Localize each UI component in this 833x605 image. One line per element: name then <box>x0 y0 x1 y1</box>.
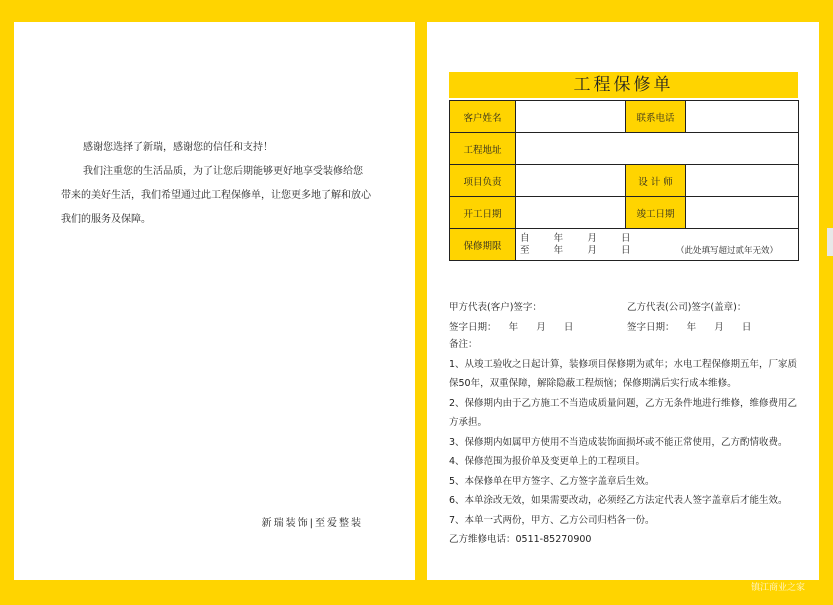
signature-block <box>449 298 809 338</box>
period-to: 至 年 月 日 <box>520 244 631 256</box>
company-signature: 新瑞装饰|至爱整装 <box>261 518 363 529</box>
form-row-customer <box>450 101 799 133</box>
period-note: （此处填写超过贰年无效） <box>675 245 778 256</box>
form-title: 工程保修单 <box>449 72 798 98</box>
party-b-signature: 乙方代表(公司)签字(盖章)： <box>627 302 747 313</box>
start-date-field[interactable] <box>516 197 626 229</box>
contact-phone-field[interactable] <box>686 101 799 133</box>
party-a-date: 签字日期： 年 月 日 <box>449 322 574 333</box>
note-item: 2、保修期内由于乙方施工不当造成质量问题，乙方无条件地进行维修，维修费用乙方承担。 <box>449 397 798 428</box>
note-item: 3、保修期内如属甲方使用不当造成装饰面损坏或不能正常使用，乙方酌情收费。 <box>449 436 788 448</box>
form-row-lead <box>450 165 799 197</box>
notes-block <box>449 335 799 550</box>
contact-phone-label: 联系电话 <box>626 101 686 133</box>
end-date-label: 竣工日期 <box>626 197 686 229</box>
note-item: 4、保修范围为报价单及变更单上的工程项目。 <box>449 456 646 467</box>
form-row-period <box>450 229 799 261</box>
start-date-label: 开工日期 <box>450 197 516 229</box>
form-row-dates <box>450 197 799 229</box>
project-lead-field[interactable] <box>516 165 626 197</box>
designer-label: 设 计 师 <box>626 165 686 197</box>
form-row-address <box>450 133 799 165</box>
intro-body: 我们注重您的生活品质，为了让您后期能够更好地享受装修给您带来的美好生活，我们希望通过此工程保修单，让您更多地了解和放心我们的服务及保障。 <box>61 166 371 225</box>
note-item: 6、本单涂改无效，如果需要改动，必须经乙方法定代表人签字盖章后才能生效。 <box>449 495 788 506</box>
note-item: 1、从竣工验收之日起计算，装修项目保修期为贰年；水电工程保修期五年，厂家质保50年，双重保障，解除隐蔽工程烦恼；保修期满后实行成本维修。 <box>449 358 798 389</box>
left-page <box>14 22 415 580</box>
warranty-period-label: 保修期限 <box>450 229 516 261</box>
warranty-period-field[interactable] <box>516 229 799 261</box>
customer-name-label: 客户姓名 <box>450 101 516 133</box>
period-from: 自 年 月 日 <box>520 232 631 244</box>
designer-field[interactable] <box>686 165 799 197</box>
project-lead-label: 项目负责 <box>450 165 516 197</box>
intro-text <box>61 136 371 232</box>
watermark: 镇江商业之家 <box>750 583 805 593</box>
address-field[interactable] <box>516 133 799 165</box>
note-item: 7、本单一式两份，甲方、乙方公司归档各一份。 <box>449 514 655 526</box>
notes-heading: 备注： <box>449 339 478 350</box>
intro-greeting: 感谢您选择了新瑞，感谢您的信任和支持！ <box>83 142 273 153</box>
party-a-signature: 甲方代表(客户)签字： <box>449 302 542 313</box>
customer-name-field[interactable] <box>516 101 626 133</box>
right-page <box>427 22 819 580</box>
address-label: 工程地址 <box>450 133 516 165</box>
note-item: 5、本保修单在甲方签字、乙方签字盖章后生效。 <box>449 475 655 487</box>
warranty-form <box>449 100 799 261</box>
service-phone: 乙方维修电话：0511-85270900 <box>449 534 592 545</box>
party-b-date: 签字日期： 年 月 日 <box>627 322 752 333</box>
scrollbar[interactable] <box>827 228 833 256</box>
end-date-field[interactable] <box>686 197 799 229</box>
